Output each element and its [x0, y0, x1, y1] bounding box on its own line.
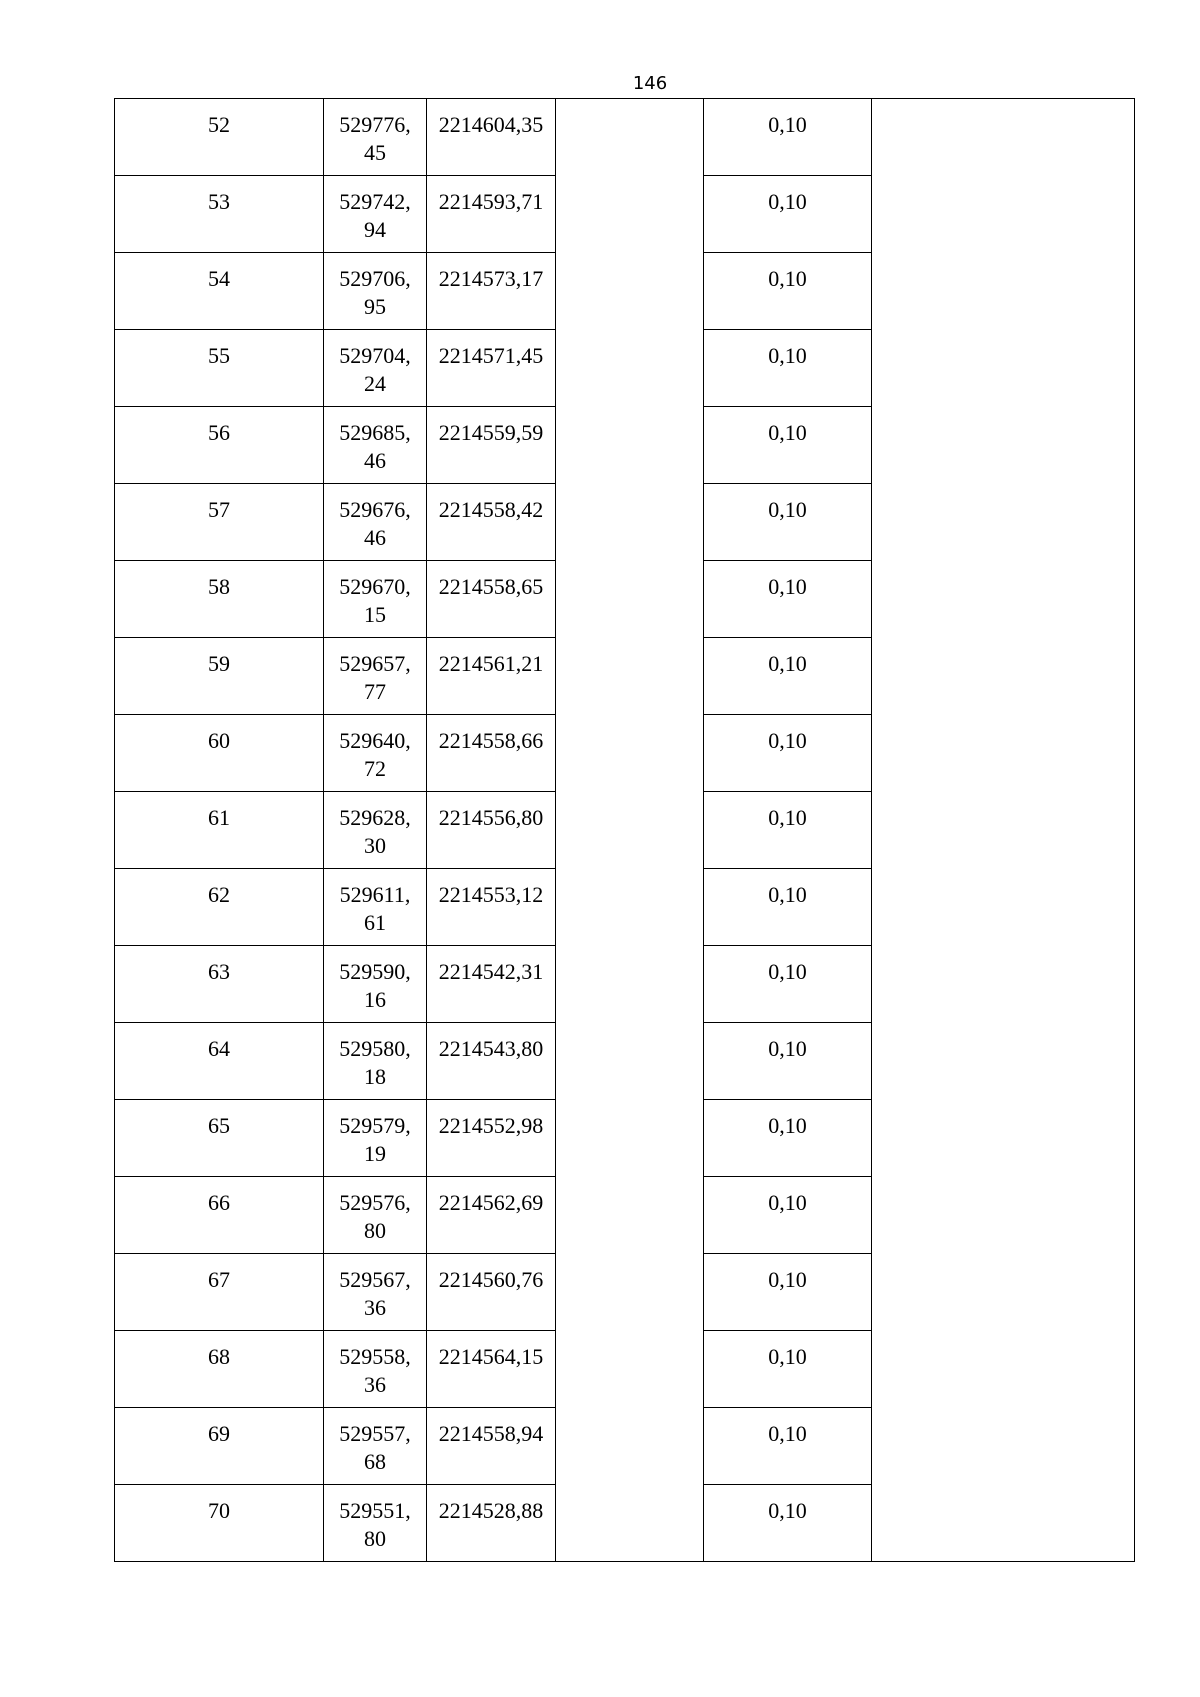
y-coordinate: 2214558,65	[438, 574, 544, 599]
x-coordinate-cell	[324, 715, 427, 792]
precision-value: 0,10	[768, 497, 807, 522]
x-coordinate-fraction: 30	[364, 833, 386, 858]
y-coordinate: 2214604,35	[438, 112, 544, 137]
x-coordinate-integer: 529576,	[339, 1190, 411, 1215]
precision-value: 0,10	[768, 1190, 807, 1215]
x-coordinate-fraction: 72	[364, 756, 386, 781]
page-number: 146	[632, 73, 668, 94]
x-coordinate-integer: 529640,	[339, 728, 411, 753]
y-coordinate: 2214573,17	[438, 266, 544, 291]
x-coordinate-fraction: 36	[364, 1295, 386, 1320]
x-coordinate-cell	[324, 1177, 427, 1254]
y-coordinate-cell	[427, 253, 556, 330]
point-number: 62	[208, 882, 230, 907]
point-number: 54	[208, 266, 230, 291]
merged-empty-cell	[556, 99, 704, 1562]
y-coordinate-cell	[427, 1254, 556, 1331]
point-number: 63	[208, 959, 230, 984]
precision-value: 0,10	[768, 651, 807, 676]
point-number: 69	[208, 1421, 230, 1446]
y-coordinate: 2214560,76	[438, 1267, 544, 1292]
x-coordinate-cell	[324, 1023, 427, 1100]
point-number-cell	[115, 869, 324, 946]
x-coordinate-fraction: 61	[364, 910, 386, 935]
x-coordinate-fraction: 77	[364, 679, 386, 704]
y-coordinate-cell	[427, 407, 556, 484]
point-number-cell	[115, 1177, 324, 1254]
precision-cell	[704, 1408, 872, 1485]
x-coordinate-cell	[324, 1100, 427, 1177]
y-coordinate-cell	[427, 792, 556, 869]
x-coordinate-cell	[324, 869, 427, 946]
x-coordinate-integer: 529685,	[339, 420, 411, 445]
y-coordinate: 2214559,59	[438, 420, 544, 445]
x-coordinate-integer: 529579,	[339, 1113, 411, 1138]
point-number: 65	[208, 1113, 230, 1138]
x-coordinate-integer: 529590,	[339, 959, 411, 984]
precision-cell	[704, 561, 872, 638]
precision-cell	[704, 1177, 872, 1254]
precision-cell	[704, 1331, 872, 1408]
point-number-cell	[115, 792, 324, 869]
point-number: 55	[208, 343, 230, 368]
y-coordinate-cell	[427, 561, 556, 638]
x-coordinate-cell	[324, 1331, 427, 1408]
point-number-cell	[115, 99, 324, 176]
y-coordinate: 2214556,80	[438, 805, 544, 830]
precision-cell	[704, 869, 872, 946]
point-number: 60	[208, 728, 230, 753]
y-coordinate-cell	[427, 1023, 556, 1100]
precision-cell	[704, 792, 872, 869]
y-coordinate-cell	[427, 1408, 556, 1485]
x-coordinate-fraction: 24	[364, 371, 386, 396]
x-coordinate-fraction: 95	[364, 294, 386, 319]
x-coordinate-integer: 529557,	[339, 1421, 411, 1446]
precision-cell	[704, 407, 872, 484]
x-coordinate-fraction: 45	[364, 140, 386, 165]
merged-description-cell	[872, 99, 1135, 1562]
x-coordinate-integer: 529676,	[339, 497, 411, 522]
x-coordinate-integer: 529580,	[339, 1036, 411, 1061]
y-coordinate: 2214561,21	[438, 651, 544, 676]
y-coordinate-cell	[427, 484, 556, 561]
precision-cell	[704, 638, 872, 715]
table-row	[115, 99, 1135, 176]
x-coordinate-cell	[324, 1254, 427, 1331]
x-coordinate-fraction: 46	[364, 448, 386, 473]
point-number-cell	[115, 407, 324, 484]
x-coordinate-integer: 529551,	[339, 1498, 411, 1523]
precision-cell	[704, 946, 872, 1023]
precision-value: 0,10	[768, 112, 807, 137]
x-coordinate-fraction: 68	[364, 1449, 386, 1474]
x-coordinate-fraction: 46	[364, 525, 386, 550]
y-coordinate-cell	[427, 99, 556, 176]
y-coordinate-cell	[427, 330, 556, 407]
precision-value: 0,10	[768, 1267, 807, 1292]
x-coordinate-integer: 529742,	[339, 189, 411, 214]
y-coordinate: 2214562,69	[438, 1190, 544, 1215]
y-coordinate-cell	[427, 869, 556, 946]
point-number-cell	[115, 253, 324, 330]
x-coordinate-fraction: 15	[364, 602, 386, 627]
point-number: 68	[208, 1344, 230, 1369]
x-coordinate-cell	[324, 1485, 427, 1562]
point-number: 70	[208, 1498, 230, 1523]
x-coordinate-fraction: 18	[364, 1064, 386, 1089]
point-number-cell	[115, 946, 324, 1023]
precision-value: 0,10	[768, 882, 807, 907]
x-coordinate-fraction: 16	[364, 987, 386, 1012]
precision-cell	[704, 1254, 872, 1331]
point-number: 67	[208, 1267, 230, 1292]
point-number: 53	[208, 189, 230, 214]
y-coordinate-cell	[427, 638, 556, 715]
y-coordinate: 2214558,94	[438, 1421, 544, 1446]
precision-value: 0,10	[768, 1036, 807, 1061]
x-coordinate-cell	[324, 176, 427, 253]
x-coordinate-integer: 529628,	[339, 805, 411, 830]
precision-value: 0,10	[768, 420, 807, 445]
precision-value: 0,10	[768, 959, 807, 984]
y-coordinate-cell	[427, 176, 556, 253]
point-number-cell	[115, 330, 324, 407]
y-coordinate: 2214564,15	[438, 1344, 544, 1369]
x-coordinate-integer: 529704,	[339, 343, 411, 368]
precision-cell	[704, 715, 872, 792]
point-number: 66	[208, 1190, 230, 1215]
x-coordinate-integer: 529706,	[339, 266, 411, 291]
x-coordinate-cell	[324, 638, 427, 715]
y-coordinate: 2214571,45	[438, 343, 544, 368]
precision-value: 0,10	[768, 1344, 807, 1369]
x-coordinate-integer: 529657,	[339, 651, 411, 676]
point-number-cell	[115, 715, 324, 792]
y-coordinate: 2214528,88	[438, 1498, 544, 1523]
y-coordinate-cell	[427, 1100, 556, 1177]
point-number: 58	[208, 574, 230, 599]
point-number-cell	[115, 484, 324, 561]
point-number: 61	[208, 805, 230, 830]
x-coordinate-integer: 529611,	[339, 882, 411, 907]
point-number: 59	[208, 651, 230, 676]
point-number-cell	[115, 1100, 324, 1177]
point-number: 52	[208, 112, 230, 137]
precision-cell	[704, 484, 872, 561]
point-number-cell	[115, 638, 324, 715]
point-number-cell	[115, 176, 324, 253]
y-coordinate-cell	[427, 946, 556, 1023]
y-coordinate: 2214542,31	[438, 959, 544, 984]
y-coordinate: 2214558,42	[438, 497, 544, 522]
x-coordinate-fraction: 80	[364, 1526, 386, 1551]
precision-cell	[704, 330, 872, 407]
y-coordinate-cell	[427, 715, 556, 792]
x-coordinate-fraction: 80	[364, 1218, 386, 1243]
x-coordinate-fraction: 94	[364, 217, 386, 242]
precision-cell	[704, 253, 872, 330]
x-coordinate-cell	[324, 99, 427, 176]
x-coordinate-cell	[324, 407, 427, 484]
point-number-cell	[115, 1408, 324, 1485]
point-number: 56	[208, 420, 230, 445]
precision-value: 0,10	[768, 574, 807, 599]
precision-value: 0,10	[768, 1113, 807, 1138]
x-coordinate-cell	[324, 946, 427, 1023]
y-coordinate: 2214553,12	[438, 882, 544, 907]
x-coordinate-fraction: 36	[364, 1372, 386, 1397]
precision-value: 0,10	[768, 343, 807, 368]
precision-cell	[704, 1023, 872, 1100]
precision-value: 0,10	[768, 266, 807, 291]
x-coordinate-fraction: 19	[364, 1141, 386, 1166]
x-coordinate-cell	[324, 253, 427, 330]
precision-value: 0,10	[768, 1498, 807, 1523]
x-coordinate-cell	[324, 330, 427, 407]
y-coordinate-cell	[427, 1331, 556, 1408]
precision-value: 0,10	[768, 1421, 807, 1446]
x-coordinate-cell	[324, 1408, 427, 1485]
y-coordinate-cell	[427, 1177, 556, 1254]
precision-value: 0,10	[768, 805, 807, 830]
precision-cell	[704, 1485, 872, 1562]
y-coordinate: 2214552,98	[438, 1113, 544, 1138]
precision-value: 0,10	[768, 189, 807, 214]
precision-cell	[704, 1100, 872, 1177]
coordinates-table-body	[115, 99, 1135, 1562]
precision-cell	[704, 176, 872, 253]
x-coordinate-integer: 529567,	[339, 1267, 411, 1292]
y-coordinate: 2214593,71	[438, 189, 544, 214]
point-number: 64	[208, 1036, 230, 1061]
point-number-cell	[115, 1254, 324, 1331]
y-coordinate-cell	[427, 1485, 556, 1562]
x-coordinate-cell	[324, 792, 427, 869]
point-number-cell	[115, 1331, 324, 1408]
point-number-cell	[115, 1485, 324, 1562]
point-number: 57	[208, 497, 230, 522]
point-number-cell	[115, 1023, 324, 1100]
y-coordinate: 2214558,66	[438, 728, 544, 753]
x-coordinate-cell	[324, 484, 427, 561]
y-coordinate: 2214543,80	[438, 1036, 544, 1061]
x-coordinate-cell	[324, 561, 427, 638]
coordinates-table	[114, 98, 1135, 1562]
point-number-cell	[115, 561, 324, 638]
precision-value: 0,10	[768, 728, 807, 753]
x-coordinate-integer: 529558,	[339, 1344, 411, 1369]
x-coordinate-integer: 529670,	[339, 574, 411, 599]
x-coordinate-integer: 529776,	[339, 112, 411, 137]
precision-cell	[704, 99, 872, 176]
